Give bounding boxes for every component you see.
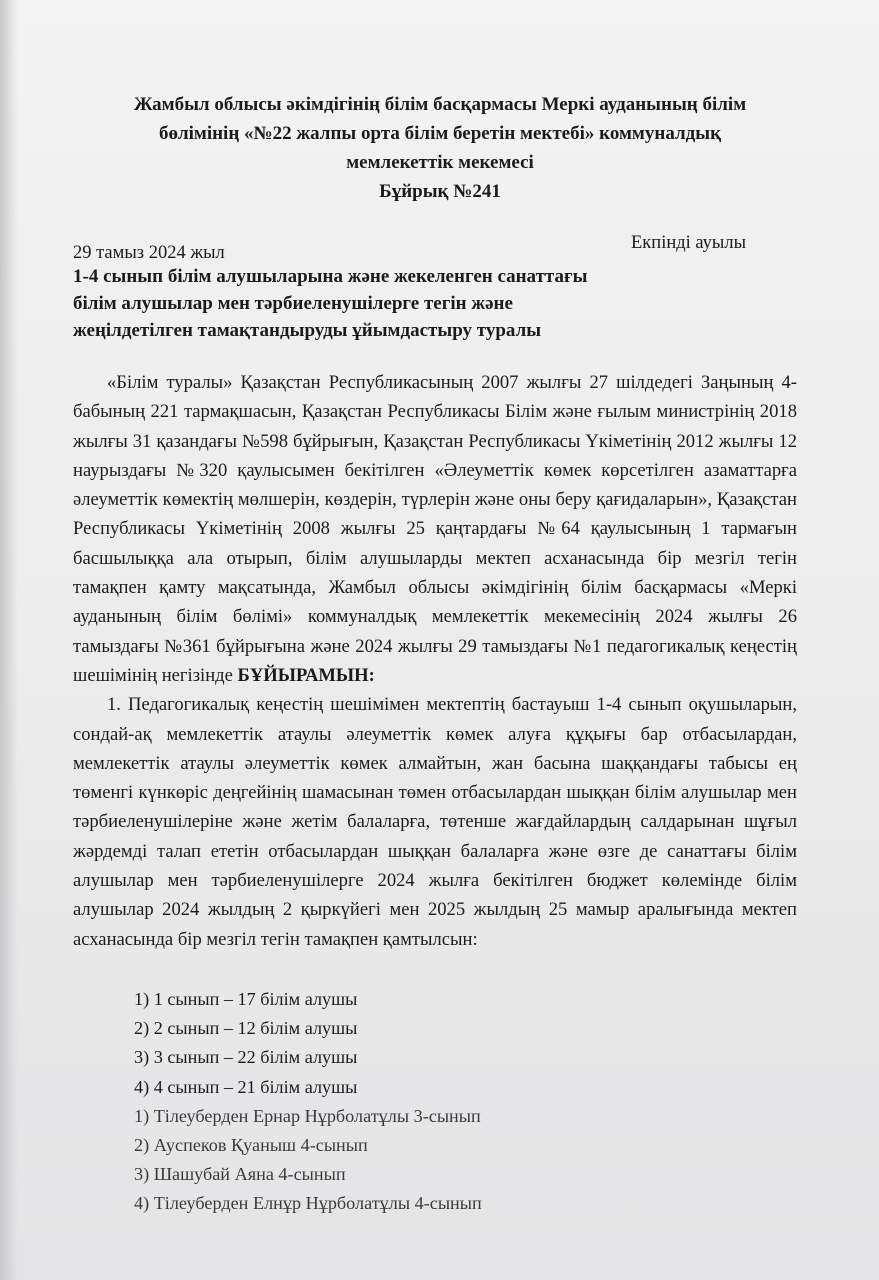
list-item: 3) Шашубай Аяна 4-сынып xyxy=(134,1164,346,1185)
subject-line-2: білім алушылар мен тәрбиеленушілерге тегін және xyxy=(73,293,513,314)
list-item: 4) 4 сынып – 21 білім алушы xyxy=(134,1076,358,1097)
order-subject xyxy=(73,263,693,344)
document-header xyxy=(60,90,820,206)
subject-line-1: 1-4 сынып білім алушыларына және жекеленген санаттағы xyxy=(73,266,588,287)
page-edge-shadow xyxy=(0,0,18,1280)
order-date: 29 тамыз 2024 жыл xyxy=(73,243,225,263)
preamble-paragraph xyxy=(73,368,797,690)
header-line-2: бөлімінің «№22 жалпы орта білім беретін мектебі» коммуналдық xyxy=(158,123,722,144)
list-item: 3) 3 сынып – 22 білім алушы xyxy=(134,1047,358,1068)
recipients-list xyxy=(134,985,482,1219)
list-item: 2) Ауспеков Қуаныш 4-сынып xyxy=(134,1135,368,1156)
list-item: 4) Тілеуберден Елнұр Нұрболатұлы 4-сынып xyxy=(134,1193,482,1214)
order-place: Екпінді ауылы xyxy=(631,233,747,253)
preamble-text: «Білім туралы» Қазақстан Республикасының 2007 жылғы 27 шілдедегі Заңының 4-бабының 221 тармақшасын, Қазақстан Республикасы Білім және ғылым министрінің 2018 жылғы 31 қазандағы №598 бұйрығын, Қазақстан Республикасы Үкіметінің 2012 жылғы 12 наурыздағы №320 қаулысымен бекітілген «Әлеуметтік көмек көрсетілген азаматтарға әлеуметтік көмектің мөлшерін, көздерін, түрлерін және оны беру қағидаларын», Қазақстан Республикасы Үкіметінің 2008 жылғы 25 қаңтардағы №64 қаулысының 1 тармағын басшылыққа ала отырып, білім алушыларды мектеп асханасында бір мезгіл тегін тамақпен қамту мақсатында, Жамбыл облысы әкімдігінің білім басқармасы «Меркі ауданының білім бөлімі» коммуналдық мемлекеттік мекемесінің 2024 жылғы 26 тамыздағы №361 бұйрығына және 2024 жылғы 29 тамыздағы №1 педагогикалық кеңестің шешімінің негізінде xyxy=(73,372,797,686)
list-item: 1) 1 сынып – 17 білім алушы xyxy=(134,989,358,1009)
header-line-3: мемлекеттік мекемесі xyxy=(346,152,534,173)
subject-line-3: жеңілдетілген тамақтандыруды ұйымдастыру туралы xyxy=(73,320,542,341)
order-body xyxy=(73,368,797,954)
clause-1-paragraph: 1. Педагогикалық кеңестің шешімімен мектептің бастауыш 1-4 сынып оқушыларын, сондай-ақ мемлекеттік атаулы әлеуметтік көмек алуға құқығы бар отбасылардан, мемлекеттік атаулы әлеуметтік көмек алмайтын, жан басына шаққандағы табысы ең төменгі күнкөріс деңгейінің шамасынан төмен отбасылардан шыққан білім алушылар мен тәрбиеленушілеріне және жетім балаларға, төтенше жағдайлардың салдарынан шұғыл жәрдемді талап ететін отбасылардан шыққан балаларға және өзге де санаттағы білім алушылар мен тәрбиеленушілерге 2024 жылға бекітілген бюджет көлемінде білім алушылар 2024 жылдың 2 қыркүйегі мен 2025 жылдың 25 мамыр аралығында мектеп асханасында бір мезгіл тегін тамақпен қамтылсын: xyxy=(73,694,797,950)
header-line-1: Жамбыл облысы әкімдігінің білім басқармасы Меркі ауданының білім xyxy=(133,94,747,115)
list-item: 2) 2 сынып – 12 білім алушы xyxy=(134,1018,358,1039)
list-item: 1) Тілеуберден Ернар Нұрболатұлы 3-сынып xyxy=(134,1105,481,1126)
order-number: Бұйрық №241 xyxy=(379,181,501,202)
order-verb: БҰЙЫРАМЫН: xyxy=(237,664,375,686)
